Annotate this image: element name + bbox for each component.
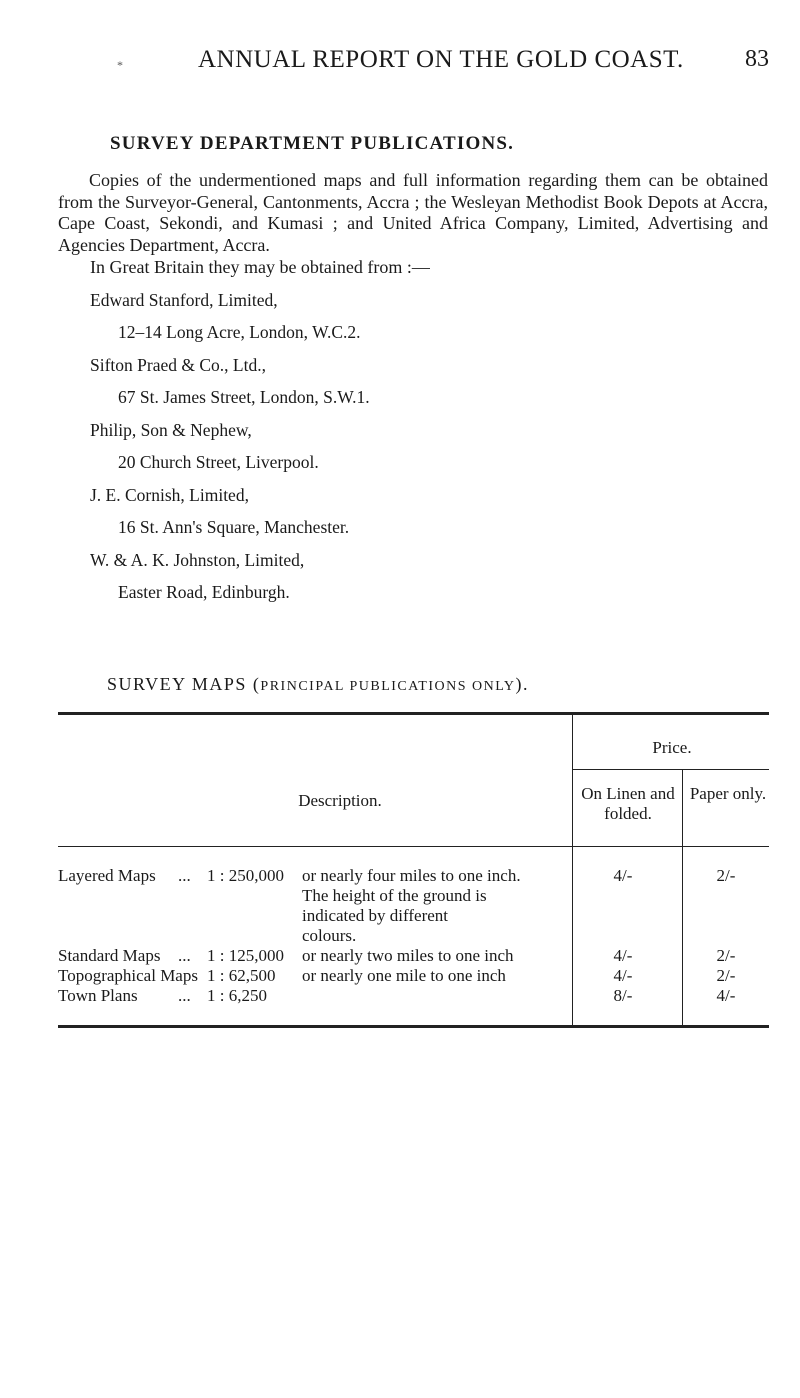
map-name: Layered Maps [58, 866, 156, 885]
map-scale: 1 : 250,000 [207, 866, 284, 885]
dots: ... [178, 946, 191, 965]
map-name: Topographical Maps [58, 966, 198, 985]
paper-price: 2/- [716, 866, 736, 885]
desc-line: or nearly four miles to one inch. [302, 866, 521, 885]
paper-price: 4/- [716, 986, 736, 1005]
agent-address: 20 Church Street, Liverpool. [118, 452, 319, 472]
agent-name: Edward Stanford, Limited, [90, 290, 278, 310]
desc-line: colours. [302, 926, 357, 945]
map-name: Standard Maps [58, 946, 161, 965]
agent-name: Sifton Praed & Co., Ltd., [90, 355, 266, 375]
desc-line: indicated by different [302, 906, 449, 925]
agent-address: Easter Road, Edinburgh. [118, 582, 290, 602]
intro-text: Copies of the undermentioned maps and full information regarding them can be obtained from the Surveyor-General, Cantonments, Accra ; the Wesleyan Methodist Book Depots at Accra, Cape Coast, Sekondi, and Kumasi ; and United Africa Company, Limited, Advertising and Agencies Department, Accra. [58, 170, 768, 255]
map-scale: 1 : 125,000 [207, 946, 284, 965]
linen-price: 4/- [613, 946, 633, 965]
desc-line: The height of the ground is [302, 886, 487, 905]
agent-name: Philip, Son & Nephew, [90, 420, 252, 440]
page-number: 83 [745, 46, 769, 72]
agent-name: W. & A. K. Johnston, Limited, [90, 550, 305, 570]
map-name: Town Plans [58, 986, 138, 1005]
agent-address: 16 St. Ann's Square, Manchester. [118, 517, 350, 537]
linen-price: 8/- [613, 986, 633, 1005]
linen-price: 4/- [613, 966, 633, 985]
survey-maps-title-subtitle: PRINCIPAL PUBLICATIONS ONLY [260, 679, 516, 694]
great-britain-line: In Great Britain they may be obtained from :— [90, 257, 430, 277]
description-header: Description. [298, 791, 382, 810]
agent-address: 67 St. James Street, London, S.W.1. [118, 387, 370, 407]
paper-price: 2/- [716, 946, 736, 965]
map-scale: 1 : 6,250 [207, 986, 267, 1005]
paper-price: 2/- [716, 966, 736, 985]
running-header: ANNUAL REPORT ON THE GOLD COAST. [198, 46, 684, 73]
agent-name: J. E. Cornish, Limited, [90, 485, 249, 505]
survey-maps-title-close: ). [515, 674, 530, 694]
paper-header: Paper only. [689, 784, 767, 803]
linen-price: 4/- [613, 866, 633, 885]
price-header: Price. [652, 738, 692, 757]
section-title: SURVEY DEPARTMENT PUBLICATIONS. [110, 133, 515, 154]
dots: ... [178, 866, 191, 885]
survey-maps-title-main: SURVEY MAPS ( [107, 674, 261, 694]
linen-header: On Linen and folded. [581, 784, 675, 823]
page-marker: * [117, 58, 123, 72]
map-description: or nearly one mile to one inch [302, 966, 506, 985]
desc-line: or nearly two miles to one inch [302, 946, 514, 965]
map-scale: 1 : 62,500 [207, 966, 276, 985]
agent-address: 12–14 Long Acre, London, W.C.2. [118, 322, 361, 342]
dots: ... [178, 986, 191, 1005]
